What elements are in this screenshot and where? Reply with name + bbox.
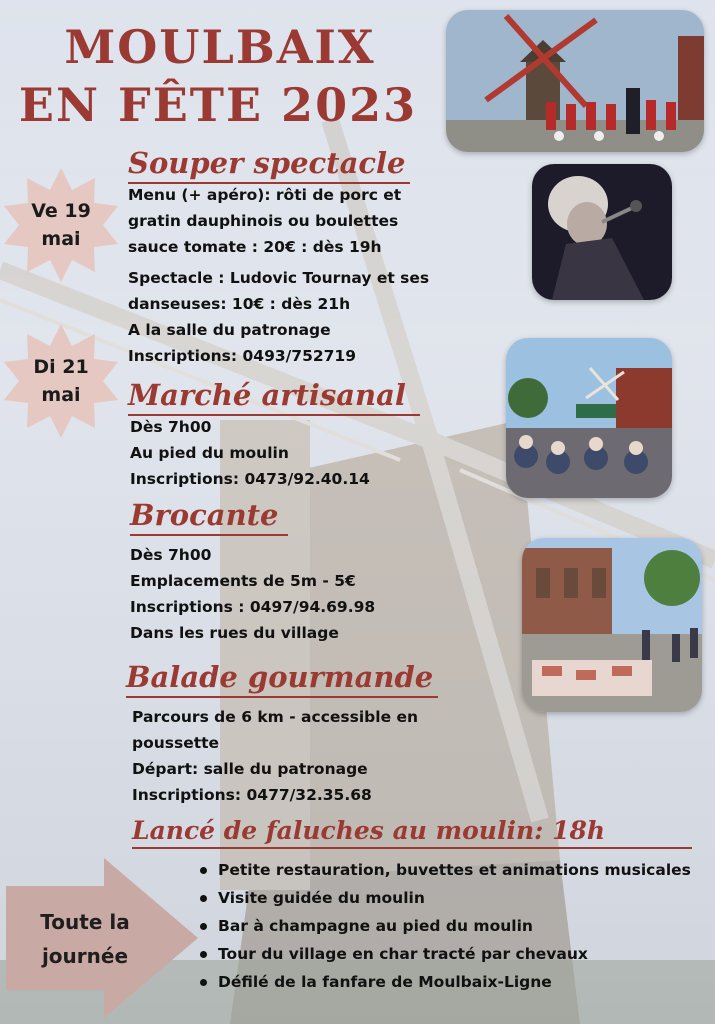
singer-photo [532,164,672,300]
faluches-heading: Lancé de faluches au moulin: 18h [132,816,692,849]
balade-text: Parcours de 6 km - accessible en poussette Départ: salle du patronage Inscriptions: 0477/32.35.68 [132,708,419,804]
marche-heading: Marché artisanal [128,378,420,416]
poster-title-line1: MOULBAIX [64,20,376,74]
market-photo [506,338,672,498]
list-item: Petite restauration, buvettes et animations musicales [198,856,703,884]
souper-menu-text: Menu (+ apéro): rôti de porc et gratin dauphinois ou boulettes sauce tomate : 20€ : dès 19h [128,186,402,256]
list-item: Bar à champagne au pied du moulin [198,912,703,940]
list-item: Visite guidée du moulin [198,884,703,912]
brocante-photo [522,538,702,712]
journee-label: Toute la journée [40,910,130,968]
list-item: Défilé de la fanfare de Moulbaix-Ligne [198,968,703,996]
souper-spectacle-text: Spectacle : Ludovic Tournay et ses danseuses: 10€ : dès 21h A la salle du patronage Inscriptions: 0493/752719 [128,269,430,365]
day-badge-friday [2,166,120,284]
list-item: Tour du village en char tracté par chevaux [198,940,703,968]
fanfare-photo [446,10,704,152]
balade-heading: Balade gourmande [126,660,438,698]
brocante-heading: Brocante [130,498,288,536]
brocante-text: Dès 7h00 Emplacements de 5m - 5€ Inscriptions : 0497/94.69.98 Dans les rues du village [130,546,376,642]
poster-title-line2: EN FÊTE 2023 [18,78,418,132]
journee-list [198,856,703,996]
souper-heading: Souper spectacle [128,146,410,184]
day-label: Di 21 mai [33,356,89,406]
marche-text: Dès 7h00 Au pied du moulin Inscriptions: 0473/92.40.14 [130,418,370,488]
day-badge-sunday [2,322,120,440]
day-label: Ve 19 mai [31,200,91,250]
